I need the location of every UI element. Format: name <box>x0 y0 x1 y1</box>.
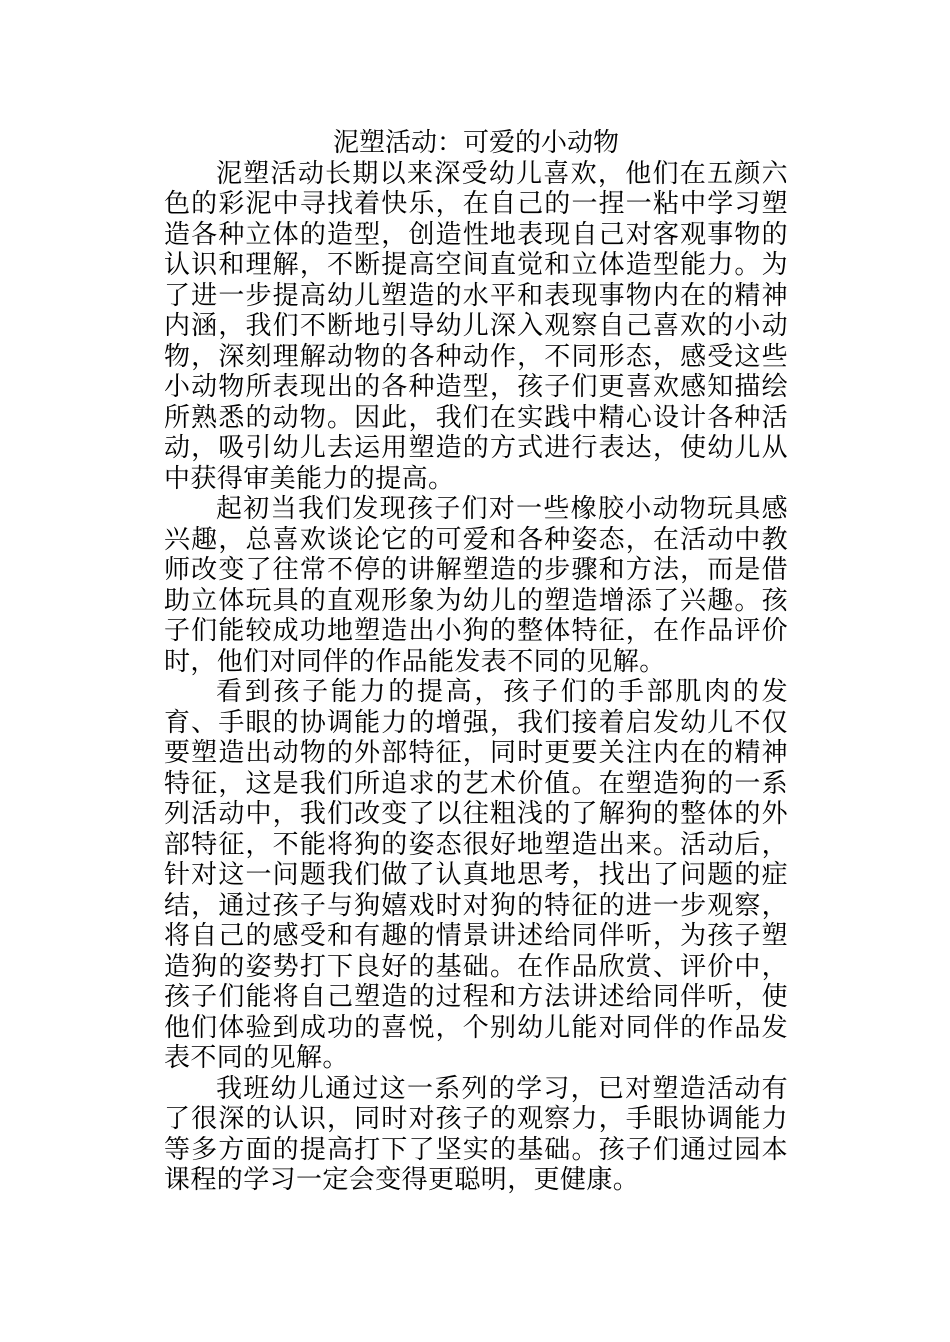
paragraph-4: 我班幼儿通过这一系列的学习，已对塑造活动有了很深的认识，同时对孩子的观察力，手眼协调能力等多方面的提高打下了坚实的基础。孩子们通过园本课程的学习一定会变得更聪明，更健康。 <box>164 1073 788 1195</box>
paragraph-1: 泥塑活动长期以来深受幼儿喜欢，他们在五颜六色的彩泥中寻找着快乐，在自己的一捏一粘中学习塑造各种立体的造型，创造性地表现自己对客观事物的认识和理解，不断提高空间直觉和立体造型能力。为了进一步提高幼儿塑造的水平和表现事物内在的精神内涵，我们不断地引导幼儿深入观察自己喜欢的小动物，深刻理解动物的各种动作，不同形态，感受这些小动物所表现出的各种造型，孩子们更喜欢感知描绘所熟悉的动物。因此，我们在实践中精心设计各种活动，吸引幼儿去运用塑造的方式进行表达，使幼儿从中获得审美能力的提高。 <box>164 158 788 494</box>
document-title: 泥塑活动：可爱的小动物 <box>332 128 619 158</box>
document-body <box>164 128 788 1196</box>
paragraph-3: 看到孩子能力的提高，孩子们的手部肌肉的发育、手眼的协调能力的增强，我们接着启发幼儿不仅要塑造出动物的外部特征，同时更要关注内在的精神特征，这是我们所追求的艺术价值。在塑造狗的一系列活动中，我们改变了以往粗浅的了解狗的整体的外部特征，不能将狗的姿态很好地塑造出来。活动后，针对这一问题我们做了认真地思考，找出了问题的症结，通过孩子与狗嬉戏时对狗的特征的进一步观察，将自己的感受和有趣的情景讲述给同伴听，为孩子塑造狗的姿势打下良好的基础。在作品欣赏、评价中，孩子们能将自己塑造的过程和方法讲述给同伴听，使他们体验到成功的喜悦，个别幼儿能对同伴的作品发表不同的见解。 <box>164 677 788 1073</box>
paragraph-2: 起初当我们发现孩子们对一些橡胶小动物玩具感兴趣，总喜欢谈论它的可爱和各种姿态，在活动中教师改变了往常不停的讲解塑造的步骤和方法，而是借助立体玩具的直观形象为幼儿的塑造增添了兴趣。孩子们能较成功地塑造出小狗的整体特征，在作品评价时，他们对同伴的作品能发表不同的见解。 <box>164 494 788 677</box>
